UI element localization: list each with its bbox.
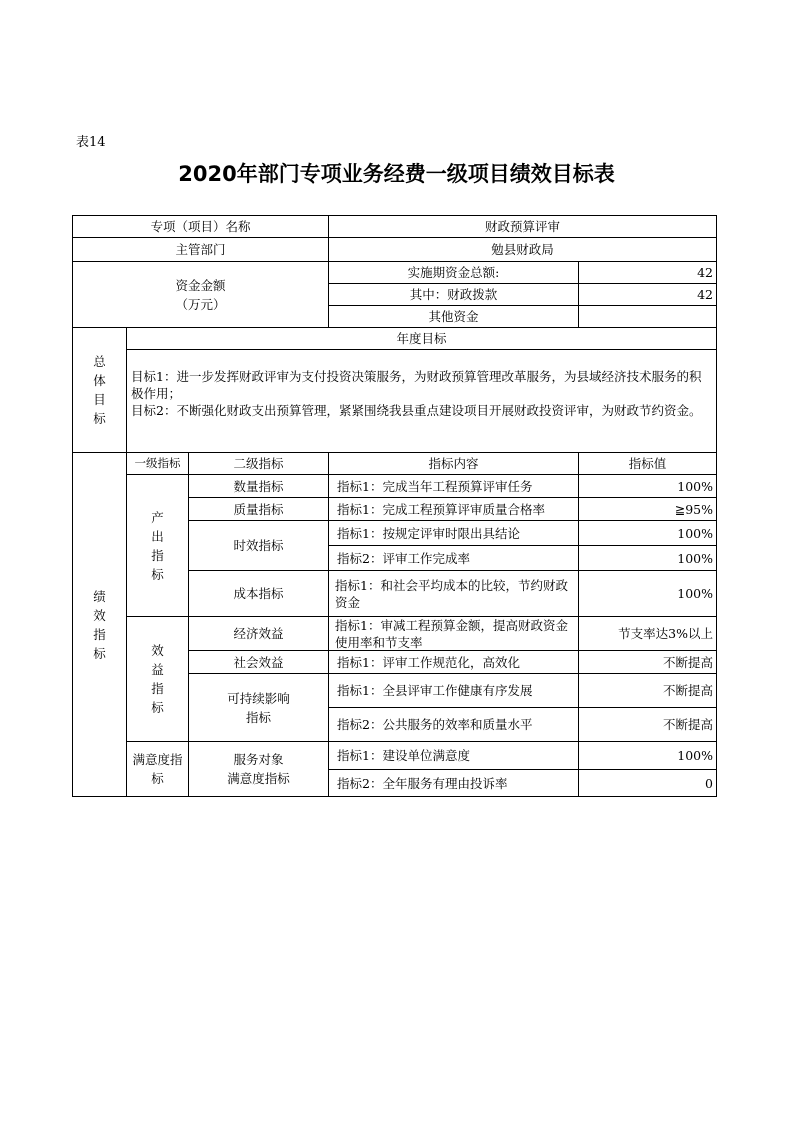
timeliness-value-1: 100% — [578, 520, 717, 546]
header-content: 指标内容 — [328, 452, 579, 475]
quality-value: ≧95% — [578, 497, 717, 521]
benefit-indicators-label: 效 益 指 标 — [126, 616, 189, 742]
annual-goal-header: 年度目标 — [126, 327, 717, 350]
page-title: 2020年部门专项业务经费一级项目绩效目标表 — [178, 162, 615, 186]
economic-benefit-value: 节支率达3%以上 — [578, 616, 717, 651]
funds-fiscal-value: 42 — [578, 283, 717, 306]
economic-benefit-indicator: 经济效益 — [188, 616, 329, 651]
quality-indicator: 质量指标 — [188, 497, 329, 521]
service-value-2: 0 — [578, 769, 717, 797]
cost-indicator: 成本指标 — [188, 570, 329, 617]
funds-other-label: 其他资金 — [328, 305, 579, 328]
project-name-value: 财政预算评审 — [328, 215, 717, 238]
sustainable-impact-indicator: 可持续影响 指标 — [188, 673, 329, 742]
table-number: 表14 — [76, 135, 106, 150]
sustainable-content-1: 指标1：全县评审工作健康有序发展 — [328, 673, 579, 708]
cost-content: 指标1：和社会平均成本的比较，节约财政资金 — [328, 570, 579, 617]
service-satisfaction-indicator: 服务对象 满意度指标 — [188, 741, 329, 797]
department-value: 勉县财政局 — [328, 237, 717, 262]
funds-fiscal-label: 其中：财政拨款 — [328, 283, 579, 306]
sustainable-value-2: 不断提高 — [578, 707, 717, 742]
department-label: 主管部门 — [72, 237, 329, 262]
service-value-1: 100% — [578, 741, 717, 770]
timeliness-indicator: 时效指标 — [188, 520, 329, 571]
service-content-1: 指标1：建设单位满意度 — [328, 741, 579, 770]
funds-total-value: 42 — [578, 261, 717, 284]
timeliness-content-2: 指标2：评审工作完成率 — [328, 545, 579, 571]
performance-side-label: 绩 效 指 标 — [72, 452, 127, 797]
quantity-indicator: 数量指标 — [188, 474, 329, 498]
cost-value: 100% — [578, 570, 717, 617]
timeliness-value-2: 100% — [578, 545, 717, 571]
funds-label — [72, 261, 329, 328]
goal-1: 目标1：进一步发挥财政评审为支付投资决策服务，为财政预算管理改革服务，为县域经济技术服务的积极作用； — [131, 369, 702, 401]
header-level2: 二级指标 — [188, 452, 329, 475]
funds-total-label: 实施期资金总额: — [328, 261, 579, 284]
header-value: 指标值 — [578, 452, 717, 475]
social-benefit-content: 指标1：评审工作规范化，高效化 — [328, 650, 579, 674]
funds-other-value — [578, 305, 717, 328]
satisfaction-indicators-label: 满意度指 标 — [126, 741, 189, 797]
overall-goals-side-label: 总 体 目 标 — [72, 327, 127, 453]
funds-label-line1: 资金金额 — [175, 277, 226, 293]
output-indicators-label: 产 出 指 标 — [126, 474, 189, 617]
header-level1: 一级指标 — [126, 452, 189, 475]
economic-benefit-content: 指标1：审减工程预算金额，提高财政资金使用率和节支率 — [328, 616, 579, 651]
quantity-content: 指标1：完成当年工程预算评审任务 — [328, 474, 579, 498]
social-benefit-value: 不断提高 — [578, 650, 717, 674]
sustainable-content-2: 指标2：公共服务的效率和质量水平 — [328, 707, 579, 742]
goal-2: 目标2：不断强化财政支出预算管理，紧紧围绕我县重点建设项目开展财政投资评审，为财政节约资金。 — [131, 403, 702, 418]
social-benefit-indicator: 社会效益 — [188, 650, 329, 674]
project-name-label: 专项（项目）名称 — [72, 215, 329, 238]
service-content-2: 指标2：全年服务有理由投诉率 — [328, 769, 579, 797]
funds-label-line2: （万元） — [175, 296, 226, 312]
timeliness-content-1: 指标1：按规定评审时限出具结论 — [328, 520, 579, 546]
sustainable-value-1: 不断提高 — [578, 673, 717, 708]
annual-goal-text — [126, 349, 717, 453]
quantity-value: 100% — [578, 474, 717, 498]
quality-content: 指标1：完成工程预算评审质量合格率 — [328, 497, 579, 521]
